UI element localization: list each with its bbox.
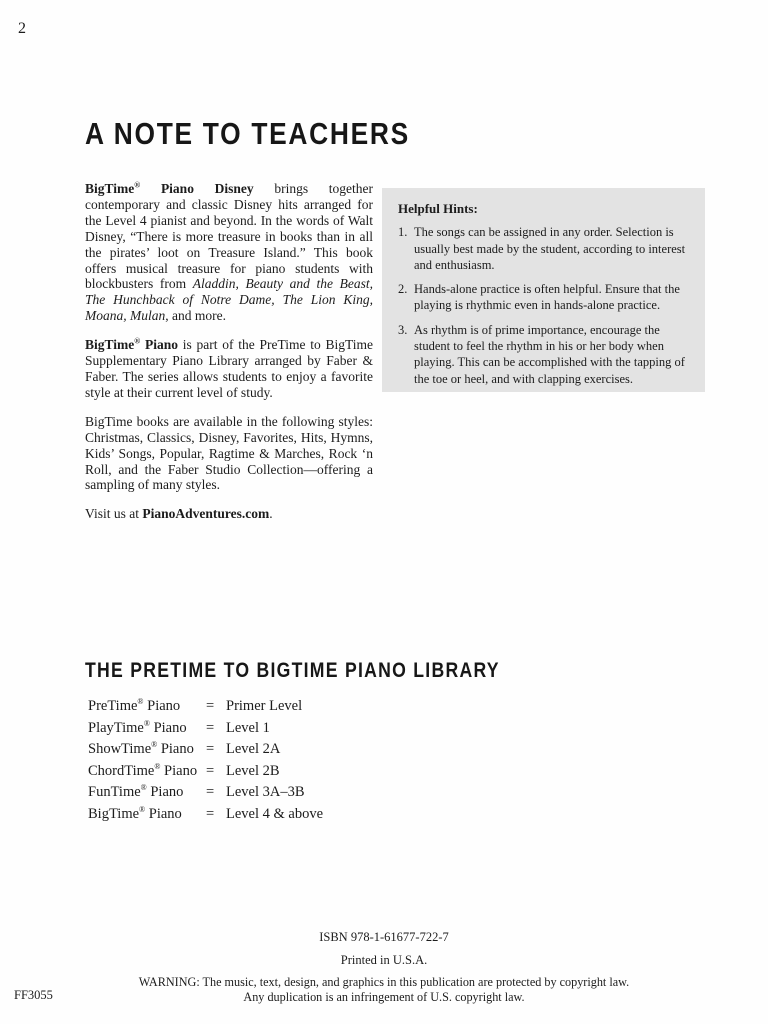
table-row (88, 696, 388, 718)
printed-in-usa-line: Printed in U.S.A. (340, 953, 428, 967)
level-value: Level 1 (226, 719, 270, 736)
hint-item-3 (398, 322, 689, 387)
helpful-hints-title: Helpful Hints: (398, 201, 478, 216)
intro-column (85, 181, 373, 522)
piano-library-table (88, 696, 388, 825)
product-name: PreTime® Piano (88, 697, 181, 714)
hint-number: 2. (398, 282, 408, 297)
level-value: Level 3A–3B (226, 784, 305, 800)
level-value: Primer Level (226, 698, 303, 714)
book-titles-italic: Aladdin, Beauty and the Beast, The Hunchback of Notre Dame, The Lion King, Moana, Mulan (85, 276, 373, 324)
paragraph-library-series (85, 337, 373, 401)
product-name: PlayTime® Piano (88, 718, 187, 736)
paragraph-text: , and more. (165, 308, 226, 324)
registered-trademark-symbol: ® (143, 718, 150, 728)
note-to-teachers-heading: A NOTE TO TEACHERS (85, 116, 410, 151)
hint-text: As rhythm is of prime importance, encourage the student to feel the rhythm in his or her body when playing. This can be accomplished with the tapping of the toe or heel, and with clapping exercises. (414, 322, 685, 386)
registered-trademark-symbol: ® (134, 180, 141, 190)
piano-library-heading: THE PRETIME TO BIGTIME PIANO LIBRARY (85, 659, 500, 682)
helpful-hints-box (382, 188, 705, 392)
copyright-warning-line-2: Any duplication is an infringement of U.S. copyright law. (243, 990, 525, 1004)
hint-number: 3. (398, 322, 408, 337)
registered-trademark-symbol: ® (134, 336, 141, 346)
level-value: Level 4 & above (226, 805, 324, 822)
product-name: ShowTime® Piano (88, 740, 194, 757)
equals-sign: = (206, 762, 215, 779)
equals-sign: = (206, 719, 215, 736)
equals-sign: = (206, 698, 215, 714)
product-name: ChordTime® Piano (88, 761, 198, 779)
registered-trademark-symbol: ® (137, 697, 144, 707)
level-value: Level 2B (226, 762, 280, 779)
paragraph-text: Visit us at (85, 506, 143, 522)
level-value: Level 2A (226, 741, 281, 757)
isbn-line: ISBN 978-1-61677-722-7 (319, 930, 449, 944)
hint-item-2 (398, 281, 689, 314)
table-row (88, 718, 388, 740)
table-row (88, 782, 388, 804)
publisher-footer (0, 931, 768, 1005)
hint-item-1 (398, 224, 689, 273)
equals-sign: = (206, 784, 215, 800)
registered-trademark-symbol: ® (154, 761, 161, 771)
website-name: PianoAdventures.com (142, 506, 270, 522)
paragraph-styles: BigTime books are available in the following styles: Christmas, Classics, Disney, Favorites, Hits, Hymns, Kids’ Songs, Popular, Ragtime & Marches, Rock ‘n Roll, and the Faber Studio Collection—offering a sampling of many styles. (85, 413, 373, 493)
table-row (88, 804, 388, 826)
paragraph-text: . (269, 506, 273, 522)
equals-sign: = (206, 805, 215, 822)
registered-trademark-symbol: ® (151, 740, 158, 750)
registered-trademark-symbol: ® (139, 804, 146, 814)
page-number: 2 (18, 20, 26, 37)
hint-number: 1. (398, 225, 408, 240)
paragraph-text: brings together contemporary and classic Disney hits arranged for the Level 4 pianist and beyond. In the words of Walt Disney, “There is more treasure in books than in all the pirates’ loot on Treasure Island.” This book offers musical treasure for piano students with blockbusters from (85, 181, 373, 292)
paragraph-bigtime-disney (85, 181, 373, 324)
catalog-number: FF3055 (14, 988, 53, 1002)
hint-text: Hands-alone practice is often helpful. Ensure that the playing is rhythmic even in hands-alone practice. (414, 282, 680, 313)
table-row (88, 739, 388, 761)
paragraph-visit-us (85, 506, 373, 522)
equals-sign: = (206, 741, 215, 757)
product-name: FunTime® Piano (88, 783, 184, 800)
product-name: BigTime® Piano (88, 804, 182, 822)
copyright-warning-line-1: WARNING: The music, text, design, and graphics in this publication are protected by copyright law. (138, 975, 630, 989)
paragraph-text: is part of the PreTime to BigTime Supplementary Piano Library arranged by Faber & Faber. The series allows students to enjoy a favorite style at their current level of study. (85, 337, 374, 400)
table-row (88, 761, 388, 783)
bold-lead: BigTime® Piano (85, 336, 179, 353)
bold-lead: BigTime® Piano Disney (85, 180, 254, 196)
hint-text: The songs can be assigned in any order. Selection is usually best made by the student, according to interest and enthusiasm. (414, 225, 686, 272)
registered-trademark-symbol: ® (140, 783, 147, 793)
